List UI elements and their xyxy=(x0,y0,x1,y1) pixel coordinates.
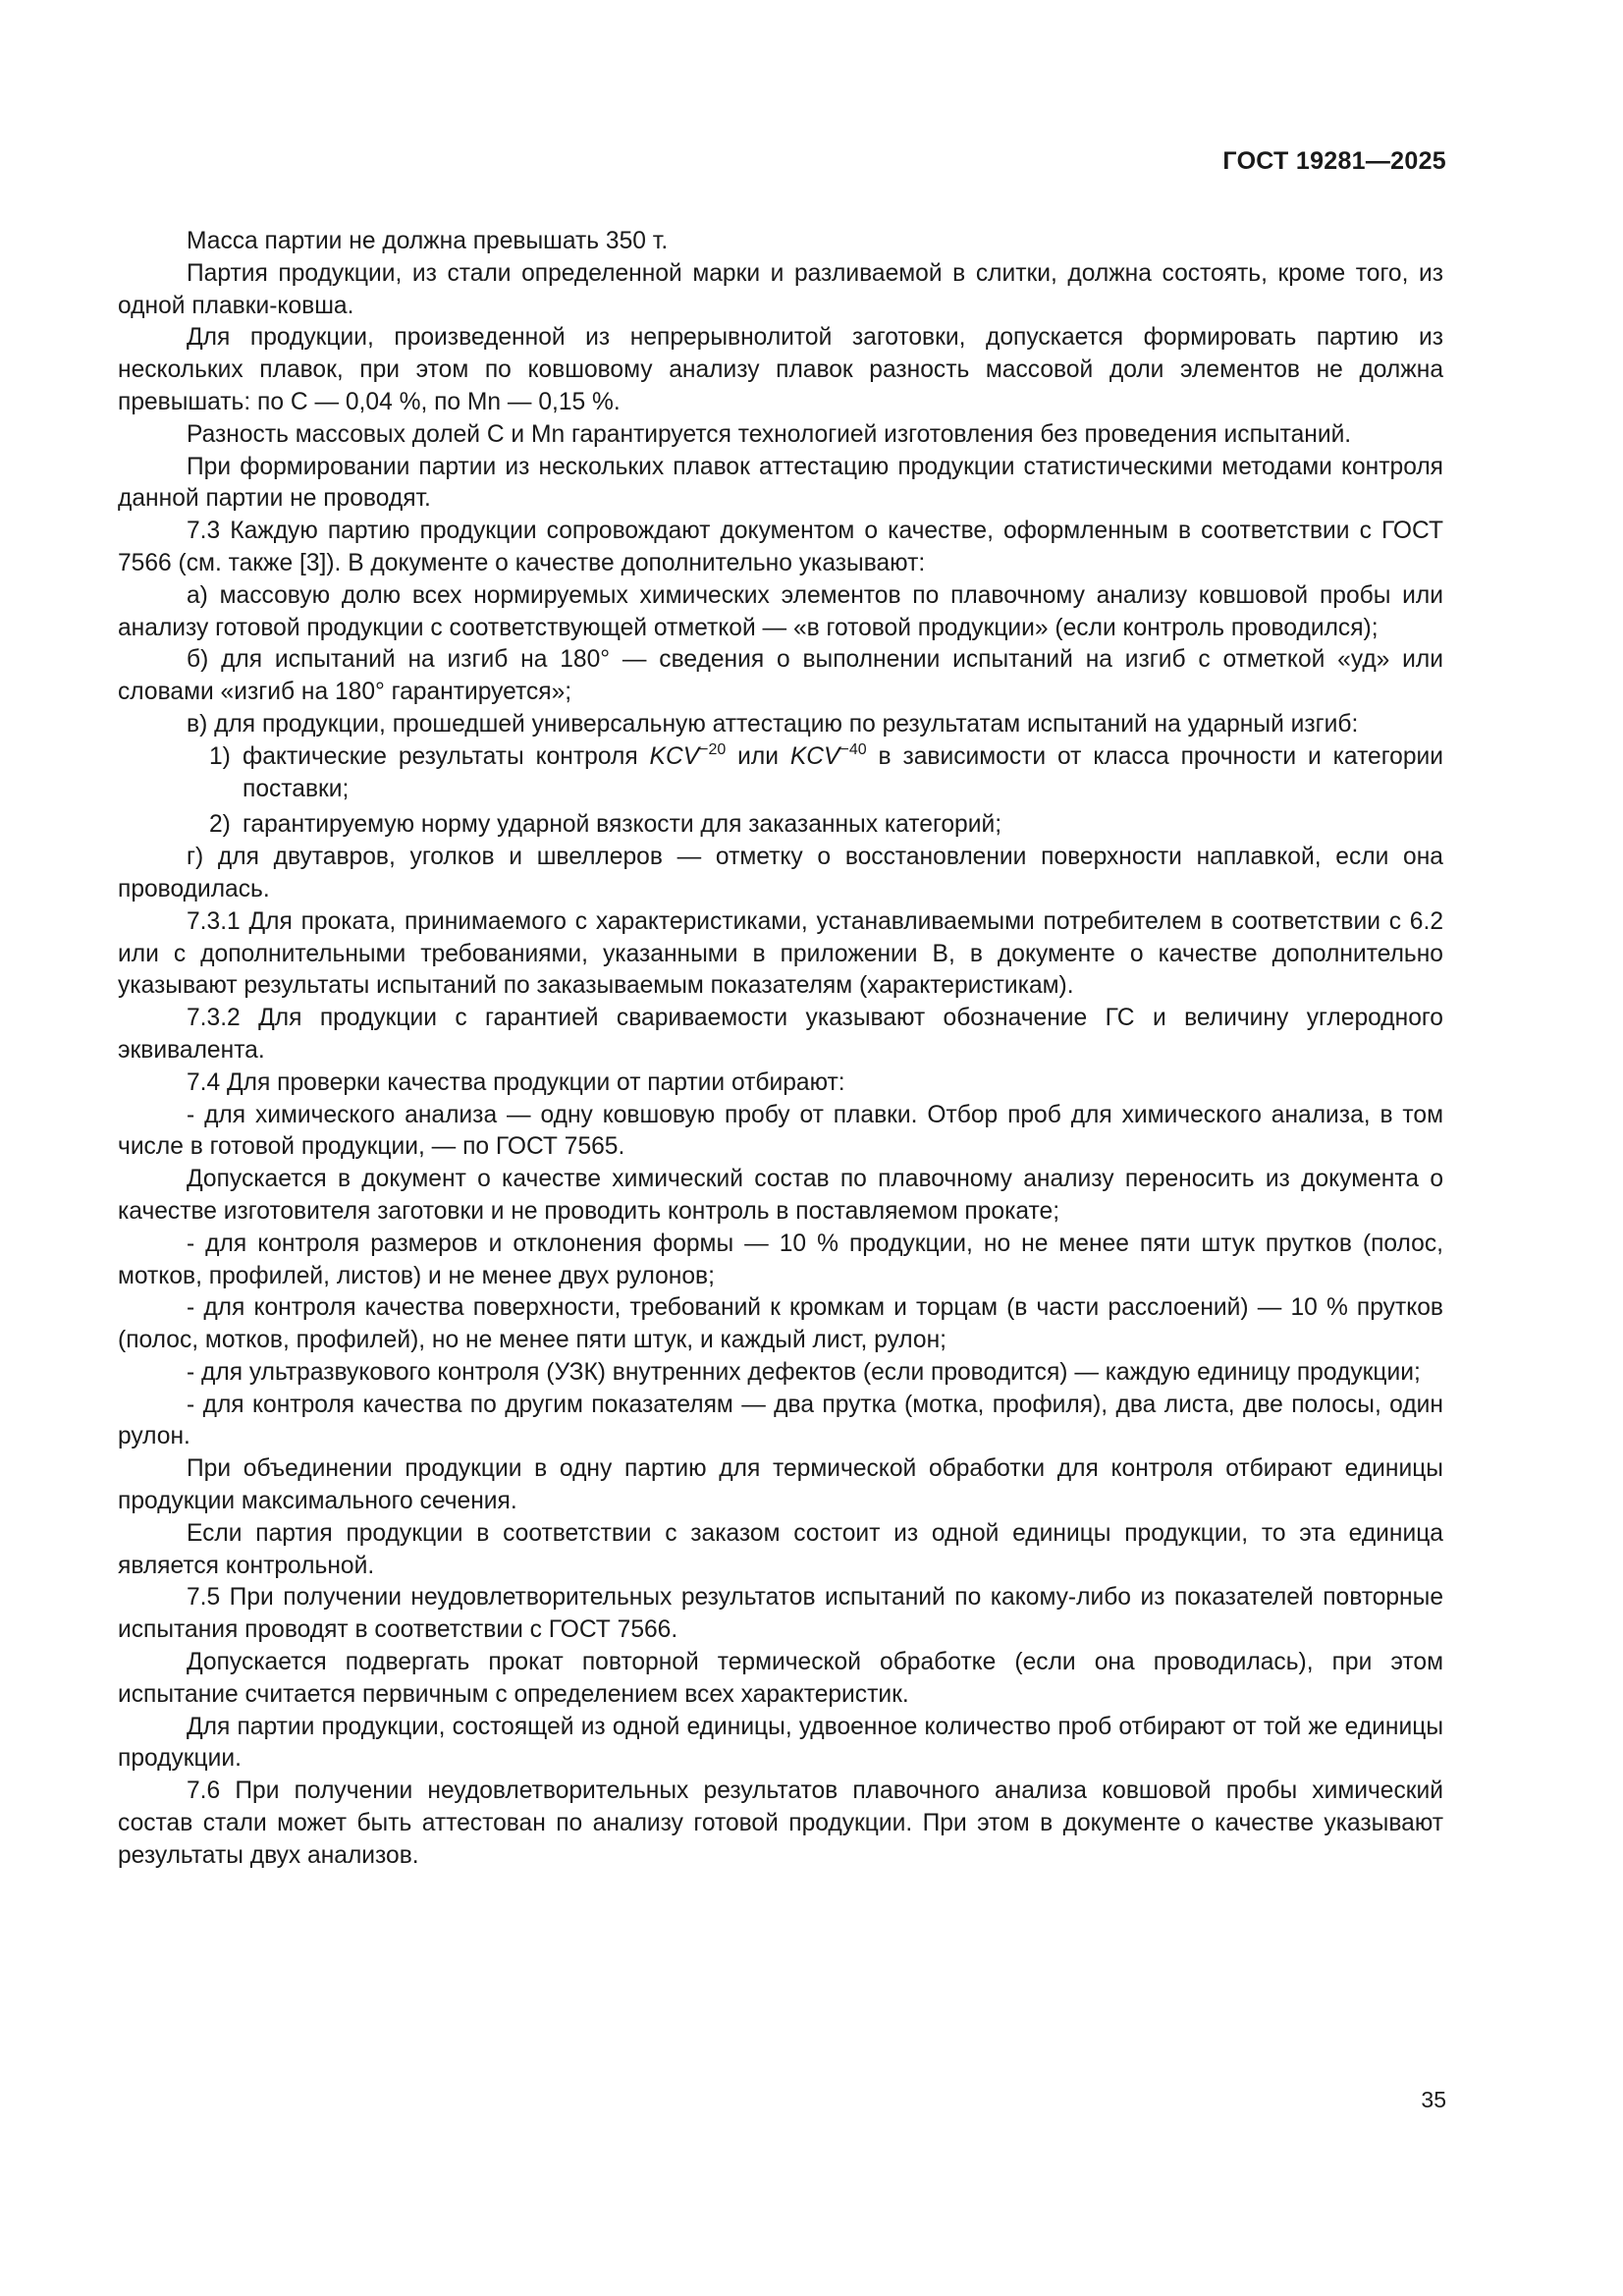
paragraph-ingot-batch: Партия продукции, из стали определенной марки и разливаемой в слитки, должна состоять, кроме того, из одной плавки-ковша. xyxy=(118,259,1443,319)
page-number: 35 xyxy=(1421,2087,1446,2112)
sampling-chemical: - для химического анализа — одну ковшовую пробу от плавки. Отбор проб для химического анализа, в том числе в готовой продукции, — по ГОСТ 7565. xyxy=(118,1101,1443,1161)
sub-item-2: 2) гарантируемую норму ударной вязкости для заказанных категорий; xyxy=(118,809,1443,842)
sampling-ultrasonic: - для ультразвукового контроля (УЗК) внутренних дефектов (если проводится) — каждую единицу продукции; xyxy=(187,1358,1421,1386)
sub-item-1: 1) фактические результаты контроля $KCV^{-20}$ или $KCV^{-40}$ в зависимости от класса прочности и категории поставки; xyxy=(209,740,1443,802)
sampling-other: - для контроля качества по другим показателям — два прутка (мотка, профиля), два листа, две полосы, один рулон. xyxy=(118,1391,1443,1450)
clause-7-3-1: 7.3.1 Для проката, принимаемого с характеристиками, устанавливаемыми потребителем в соответствии с 6.2 или с дополнительными требованиями, указанными в приложении В, в документе о качестве дополнительно указывают результаты испытаний по заказываемым показателям (характеристикам). xyxy=(118,907,1443,1000)
paragraph-statistical-methods: При формировании партии из нескольких плавок аттестацию продукции статистическими методами контроля данной партии не проводят. xyxy=(118,453,1443,513)
item-g-surface-weld: г) для двутавров, уголков и швеллеров — отметку о восстановлении поверхности наплавкой, если она проводилась. xyxy=(118,844,1443,902)
sub-item-number: 2) xyxy=(209,811,231,839)
clause-7-5: 7.5 При получении неудовлетворительных результатов испытаний по какому-либо из показателей повторные испытания проводят в соответствии с ГОСТ 7566. xyxy=(118,1584,1443,1644)
paragraph-double-samples: Для партии продукции, состоящей из одной единицы, удвоенное количество проб отбирают от той же единицы продукции. xyxy=(118,1713,1443,1773)
item-a-chemical: а) массовую долю всех нормируемых химических элементов по плавочному анализу ковшовой пробы или анализу готовой продукции с соответствующей отметкой — «в готовой продукции» (если контроль проводился); xyxy=(118,581,1443,641)
paragraph-heat-treatment-batch: При объединении продукции в одну партию для термической обработки для контроля отбирают единицы продукции максимального сечения. xyxy=(118,1455,1443,1515)
sampling-surface: - для контроля качества поверхности, требований к кромкам и торцам (в части расслоений) — 10 % прутков (полос, мотков, профилей), но не менее пяти штук, и каждый лист, рулон; xyxy=(118,1294,1443,1354)
item-v-impact-test: в) для продукции, прошедшей универсальную аттестацию по результатам испытаний на ударный изгиб: xyxy=(187,710,1359,738)
clause-7-6: 7.6 При получении неудовлетворительных результатов плавочного анализа ковшовой пробы химический состав стали может быть аттестован по анализу готовой продукции. При этом в документе о качестве указывают результаты двух анализов. xyxy=(118,1777,1443,1869)
clause-7-3-2: 7.3.2 Для продукции с гарантией свариваемости указывают обозначение ГС и величину углеродного эквивалента. xyxy=(118,1005,1443,1064)
paragraph-reheat: Допускается подвергать прокат повторной термической обработке (если она проводилась), при этом испытание считается первичным с определением всех характеристик. xyxy=(118,1649,1443,1708)
paragraph-single-unit: Если партия продукции в соответствии с заказом состоит из одной единицы продукции, то эта единица является контрольной. xyxy=(118,1519,1443,1579)
paragraph-chemical-transfer: Допускается в документ о качестве химический состав по плавочному анализу переносить из документа о качестве изготовителя заготовки и не проводить контроль в поставляемом прокате; xyxy=(118,1166,1443,1225)
document-body xyxy=(118,226,1443,1873)
sub-item-number: 1) xyxy=(209,742,231,770)
paragraph-batch-mass: Масса партии не должна превышать 350 т. xyxy=(187,228,669,254)
paragraph-continuous-cast: Для продукции, произведенной из непрерывнолитой заготовки, допускается формировать партию из нескольких плавок, при этом по ковшовому анализу плавок разность массовой доли элементов не должна превышать: по С — 0,04 %, по Mn — 0,15 %. xyxy=(118,324,1443,415)
clause-7-3: 7.3 Каждую партию продукции сопровождают документом о качестве, оформленным в соответствии с ГОСТ 7566 (см. также [3]). В документе о качестве дополнительно указывают: xyxy=(118,518,1443,576)
clause-7-4: 7.4 Для проверки качества продукции от партии отбирают: xyxy=(187,1068,845,1096)
paragraph-c-mn-difference: Разность массовых долей С и Mn гарантируется технологией изготовления без проведения испытаний. xyxy=(187,420,1352,448)
item-b-bend-test: б) для испытаний на изгиб на 180° — сведения о выполнении испытаний на изгиб с отметкой «уд» или словами «изгиб на 180° гарантируется»; xyxy=(118,646,1443,706)
sampling-dimensions: - для контроля размеров и отклонения формы — 10 % продукции, но не менее пяти штук прутков (полос, мотков, профилей, листов) и не менее двух рулонов; xyxy=(118,1230,1443,1289)
document-id-header: ГОСТ 19281—2025 xyxy=(1222,147,1446,175)
